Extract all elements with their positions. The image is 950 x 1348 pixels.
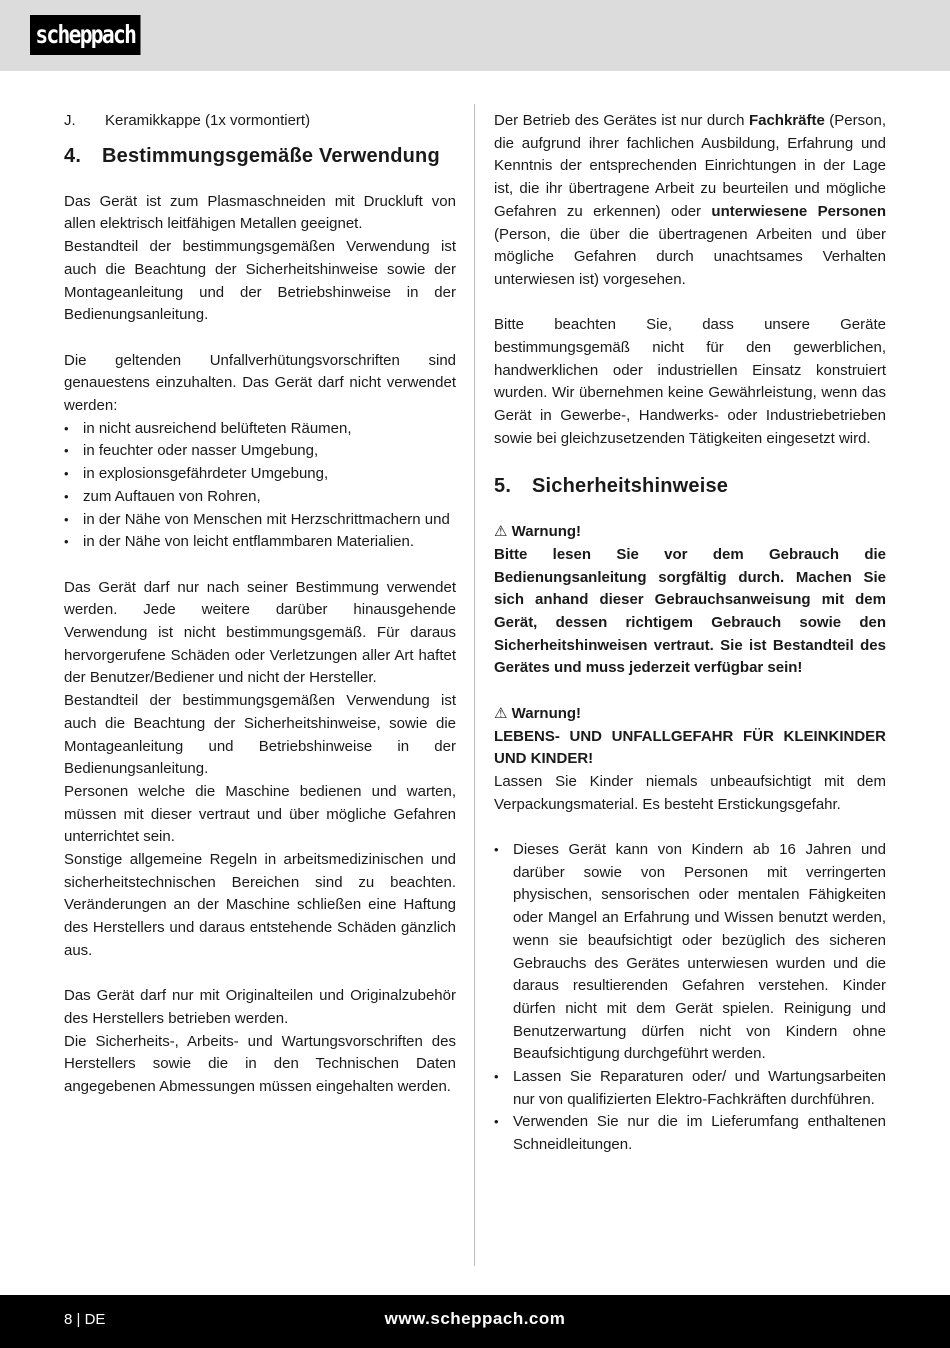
page-number: 8 | DE xyxy=(64,1311,106,1328)
paragraph: Sonstige allgemeine Regeln in arbeitsmedizinischen und sicherheitstechnischen Bereichen sind zu beachten. Veränderungen an der Maschine schließen eine Haftung des Herstellers und daraus entstehende Schäden gänzlich aus. xyxy=(64,851,456,959)
section-number: 5. xyxy=(494,475,512,498)
warning-label: Warnung! xyxy=(511,523,582,541)
list-item: • Lassen Sie Reparaturen oder/ und Wartungsarbeiten nur von qualifizierten Elektro-Fachkräften durchführen. xyxy=(494,1066,886,1111)
warning-label: Warnung! xyxy=(511,704,582,722)
text: (Person, die aufgrund ihrer fachlichen Ausbildung, Erfahrung und Kenntnis der entsprechenden Einrichtungen in der Lage ist, die ihr übertragene Arbeit zu beurteilen und mögliche Gefahren zu erkennen) oder xyxy=(494,112,886,220)
page-header xyxy=(0,0,950,71)
parts-list-item-j xyxy=(64,110,456,133)
website-link[interactable]: www.scheppach.com xyxy=(384,1309,566,1328)
section-title: Bestimmungsgemäße Verwendung xyxy=(102,144,440,167)
left-column xyxy=(64,110,456,1121)
warning-text: Lassen Sie Kinder niemals unbeaufsichtigt mit dem Verpackungsmaterial. Es besteht Erstickungsgefahr. xyxy=(494,772,886,813)
paragraph: Das Gerät darf nur mit Originalteilen und Originalzubehör des Herstellers betrieben werden. xyxy=(64,987,456,1027)
paragraph: Personen welche die Maschine bedienen und warten, müssen mit dieser vertraut und über mögliche Gefahren unterrichtet sein. xyxy=(64,782,456,846)
paragraph: Die Sicherheits-, Arbeits- und Wartungsvorschriften des Herstellers sowie die in den Technischen Daten angegebenen Abmessungen müssen eingehalten werden. xyxy=(64,1032,456,1096)
warning-triangle-icon: ⚠ xyxy=(494,704,508,722)
paragraph: Das Gerät ist zum Plasmaschneiden mit Druckluft von allen elektrisch leitfähigen Metallen geeignet. xyxy=(64,192,456,233)
warning-heading: LEBENS- UND UNFALLGEFAHR FÜR KLEINKINDER UND KINDER! xyxy=(494,727,886,768)
section-number: 4. xyxy=(64,144,82,167)
section-title: Sicherheitshinweise xyxy=(532,475,729,498)
paragraph: Bestandteil der bestimmungsgemäßen Verwendung ist auch die Beachtung der Sicherheitshinweise sowie der Montageanleitung und der Betriebshinweise in der Bedienungsanleitung. xyxy=(64,238,456,324)
paragraph: Bitte beachten Sie, dass unsere Geräte bestimmungsgemäß nicht für den gewerblichen, handwerklichen oder industriellen Einsatz konstruiert wurden. Wir übernehmen keine Gewährleistung, wenn das Gerät in Gewerbe-, Handwerks- oder Industriebetrieben sowie bei gleichzusetzenden Tätigkeiten eingesetzt wird. xyxy=(494,316,886,447)
prohibited-use-list xyxy=(64,418,456,554)
list-item: • zum Auftauen von Rohren, xyxy=(64,486,456,509)
list-item: • Dieses Gerät kann von Kindern ab 16 Jahren und darüber sowie von Personen mit verringerten physischen, sensorischen oder mentalen Fähigkeiten oder Mangel an Erfahrung und Wissen benutzt werden, wenn sie beaufsichtigt oder bezüglich des sicheren Gebrauchs des Gerätes unterwiesen wurden und die daraus resultierenden Gefahren verstehen. Kinder dürfen nicht mit dem Gerät spielen. Reinigung und Benutzerwartung dürfen nicht von Kindern ohne Beaufsichtigung durchgeführt werden. xyxy=(494,839,886,1066)
warning-block xyxy=(494,703,886,817)
list-item: • in explosionsgefährdeter Umgebung, xyxy=(64,463,456,486)
paragraph: Bestandteil der bestimmungsgemäßen Verwendung ist auch die Beachtung der Sicherheitshinweise, sowie die Montageanleitung und Betriebshinweise in der Bedienungsanleitung. xyxy=(64,692,456,778)
safety-list xyxy=(494,839,886,1157)
item-label: J. xyxy=(64,112,76,129)
list-item: • in nicht ausreichend belüfteten Räumen, xyxy=(64,418,456,441)
list-item: • in der Nähe von leicht entflammbaren Materialien. xyxy=(64,531,456,554)
item-text: Keramikkappe (1x vormontiert) xyxy=(105,112,311,129)
scheppach-logo: scheppach xyxy=(30,15,141,55)
bold-text: Fachkräfte xyxy=(748,112,825,129)
text: (Person, die über die übertragenen Arbeiten und über mögliche Gefahren durch unachtsames Verhalten unterwiesen ist) vorgesehen. xyxy=(494,225,886,288)
warning-triangle-icon: ⚠ xyxy=(494,523,508,541)
warning-block xyxy=(494,521,886,680)
list-item: • in feuchter oder nasser Umgebung, xyxy=(64,440,456,463)
right-column xyxy=(494,110,886,1180)
section-4-heading xyxy=(64,143,456,169)
list-item: • Verwenden Sie nur die im Lieferumfang enthaltenen Schneidleitungen. xyxy=(494,1111,886,1156)
list-item: • in der Nähe von Menschen mit Herzschrittmachern und xyxy=(64,509,456,532)
section-5-heading xyxy=(494,473,886,499)
page-footer xyxy=(0,1295,950,1348)
paragraph: Das Gerät darf nur nach seiner Bestimmung verwendet werden. Jede weitere darüber hinausgehende Verwendung ist nicht bestimmungsgemäß. Für daraus hervorgerufene Schäden oder Verletzungen aller Art haftet der Benutzer/Bediener und nicht der Hersteller. xyxy=(64,578,456,687)
text: Der Betrieb des Gerätes ist nur durch xyxy=(494,112,749,129)
bold-text: unterwiesene Personen xyxy=(711,202,886,220)
paragraph xyxy=(494,110,886,292)
paragraph: Die geltenden Unfallverhütungsvorschriften sind genauestens einzuhalten. Das Gerät darf nicht verwendet werden: xyxy=(64,351,456,415)
column-divider xyxy=(474,104,475,1266)
warning-text: Bitte lesen Sie vor dem Gebrauch die Bedienungsanleitung sorgfältig durch. Machen Sie sich anhand dieser Gebrauchsanweisung mit dem Gerät, dessen richtigem Gebrauch sowie den Sicherheitshinweisen vertraut. Sie ist Bestandteil des Gerätes und muss jederzeit verfügbar sein! xyxy=(494,545,886,677)
